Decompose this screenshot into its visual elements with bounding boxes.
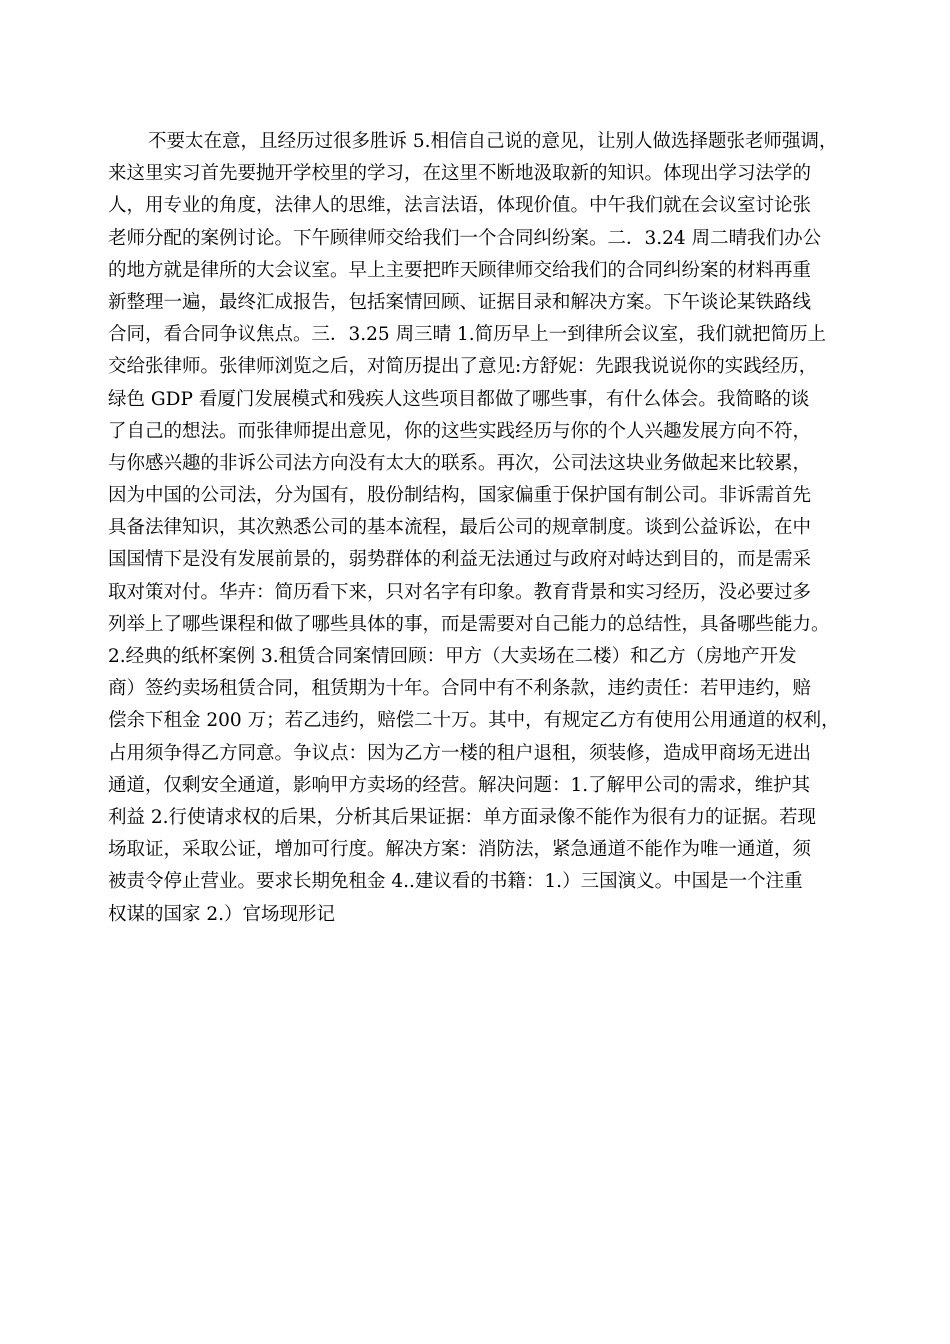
text-line: 因为中国的公司法，分为国有，股份制结构，国家偏重于保护国有制公司。非诉需首先 [108, 485, 812, 507]
text-line: 人，用专业的角度，法律人的思维，法言法语，体现价值。中午我们就在会议室讨论张 [108, 195, 812, 217]
text-line: 老师分配的案例讨论。下午顾律师交给我们一个合同纠纷案。二．3.24 周二晴我们办公 [108, 227, 822, 249]
text-line: 的地方就是律所的大会议室。早上主要把昨天顾律师交给我们的合同纠纷案的材料再重 [108, 259, 812, 281]
text-line: 具备法律知识，其次熟悉公司的基本流程，最后公司的规章制度。谈到公益诉讼，在中 [108, 517, 812, 539]
text-line: 占用须争得乙方同意。争议点：因为乙方一楼的租户退租，须装修，造成甲商场无进出 [108, 742, 812, 764]
text-line: 新整理一遍，最终汇成报告，包括案情回顾、证据目录和解决方案。下午谈论某铁路线 [108, 291, 812, 313]
text-line: 通道，仅剩安全通道，影响甲方卖场的经营。解决问题：1.了解甲公司的需求，维护其 [108, 774, 811, 796]
text-line: 绿色 GDP 看厦门发展模式和残疾人这些项目都做了哪些事，有什么体会。我简略的谈 [108, 388, 810, 410]
text-line: 被责令停止营业。要求长期免租金 4..建议看的书籍：1.）三国演义。中国是一个注重 [108, 871, 803, 893]
text-line: 利益 2.行使请求权的后果，分析其后果证据：单方面录像不能作为很有力的证据。若现 [108, 806, 817, 828]
text-line: 交给张律师。张律师浏览之后，对简历提出了意见:方舒妮：先跟我说说你的实践经历， [108, 356, 818, 378]
text-line: 列举上了哪些课程和做了哪些具体的事，而是需要对自己能力的总结性，具备哪些能力。 [108, 613, 830, 635]
text-line: 取对策对付。华卉：简历看下来，只对名字有印象。教育背景和实习经历，没必要过多 [108, 581, 812, 603]
text-line: 来这里实习首先要抛开学校里的学习，在这里不断地汲取新的知识。体现出学习法学的 [108, 163, 812, 185]
text-line: 场取证，采取公证，增加可行度。解决方案：消防法，紧急通道不能作为唯一通道，须 [108, 839, 812, 861]
text-line: 权谋的国家 2.）官场现形记 [108, 903, 336, 925]
text-line: 不要太在意，且经历过很多胜诉 5.相信自己说的意见，让别人做选择题张老师强调， [148, 131, 838, 152]
text-line: 了自己的想法。而张律师提出意见，你的这些实践经历与你的个人兴趣发展方向不符， [108, 420, 812, 442]
text-line: 偿余下租金 200 万；若乙违约，赔偿二十万。其中，有规定乙方有使用公用通道的权利， [108, 710, 840, 732]
text-line: 2.经典的纸杯案例 3.租赁合同案情回顾：甲方（大卖场在二楼）和乙方（房地产开发 [108, 646, 797, 667]
text-line: 商）签约卖场租赁合同，租赁期为十年。合同中有不利条款，违约责任：若甲违约，赔 [108, 678, 812, 700]
text-line: 合同，看合同争议焦点。三．3.25 周三晴 1.简历早上一到律所会议室，我们就把简历上 [108, 324, 827, 346]
text-line: 国国情下是没有发展前景的，弱势群体的利益无法通过与政府对峙达到目的，而是需采 [108, 549, 812, 571]
text-line: 与你感兴趣的非诉公司法方向没有太大的联系。再次，公司法这块业务做起来比较累， [108, 452, 812, 474]
body-paragraph [108, 126, 853, 931]
